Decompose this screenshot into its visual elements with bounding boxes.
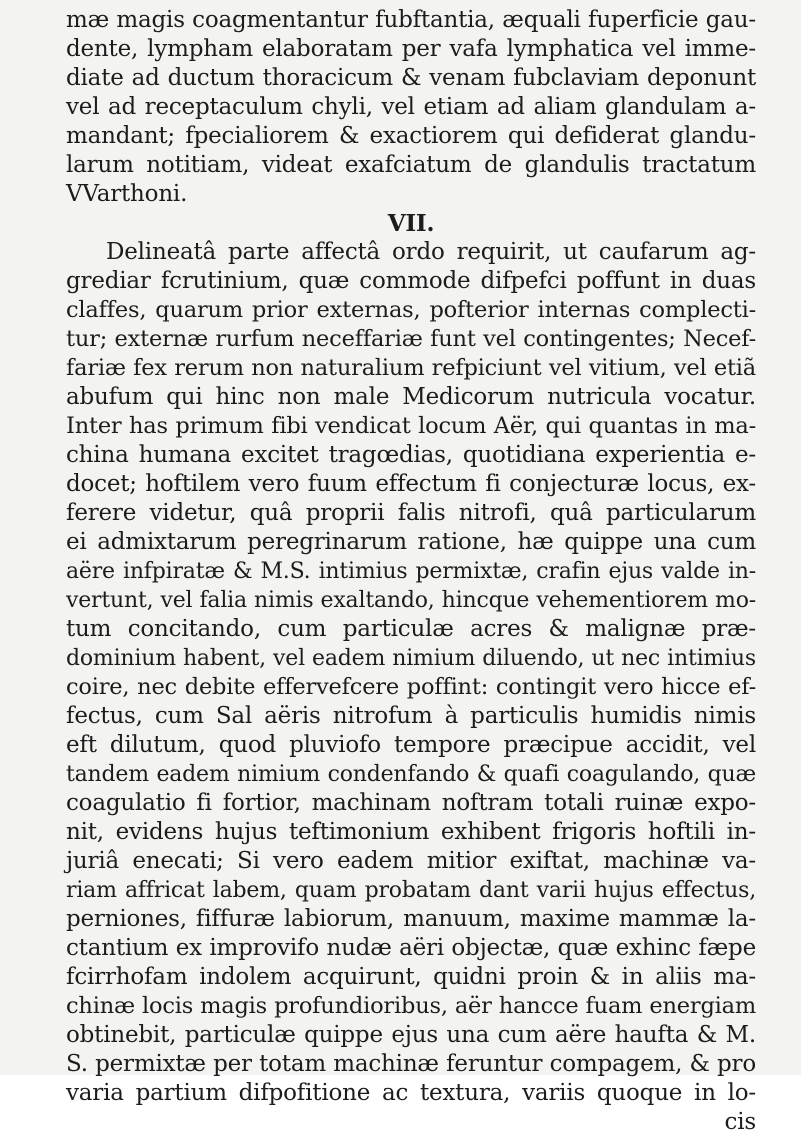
latin-text-column xyxy=(66,6,756,1137)
text-line: abufum qui hinc non male Medicorum nutricula vocatur. xyxy=(66,384,756,410)
text-line: mandant; fpecialiorem & exactiorem qui defiderat glandu- xyxy=(66,123,756,149)
text-line: larum notitiam, videat exafciatum de glandulis tractatum xyxy=(66,152,756,178)
text-line: eft dilutum, quod pluviofo tempore præcipue accidit, vel xyxy=(66,732,756,758)
text-line: tur; externæ rurfum neceffariæ funt vel contingentes; Necef- xyxy=(66,326,756,352)
text-line: varia partium difpofitione ac textura, variis quoque in lo- xyxy=(66,1080,756,1106)
text-line: docet; hoftilem vero fuum effectum fi conjecturæ locus, ex- xyxy=(66,471,756,497)
text-line: fcirrhofam indolem acquirunt, quidni proin & in aliis ma- xyxy=(66,964,756,990)
text-line: tandem eadem nimium condenfando & quafi coagulando, quæ xyxy=(66,762,756,787)
text-line: vel ad receptaculum chyli, vel etiam ad aliam glandulam a- xyxy=(66,94,756,120)
text-line: dente, lympham elaboratam per vafa lymphatica vel imme- xyxy=(66,36,756,62)
text-line: perniones, fiffuræ labiorum, manuum, maxime mammæ la- xyxy=(66,906,756,932)
text-line: ctantium ex improvifo nudæ aëri objectæ, quæ exhinc fæpe xyxy=(66,935,756,961)
text-line: ei admixtarum peregrinarum ratione, hæ quippe una cum xyxy=(66,529,756,555)
text-line: claffes, quarum prior externas, pofterior internas complecti- xyxy=(66,297,756,323)
text-line: fectus, cum Sal aëris nitrofum à particulis humidis nimis xyxy=(66,703,756,729)
text-line: Inter has primum fibi vendicat locum Aër, qui quantas in ma- xyxy=(66,413,756,439)
text-line: dominium habent, vel eadem nimium diluendo, ut nec intimius xyxy=(66,646,756,671)
text-line: ferere videtur, quâ proprii falis nitrofi, quâ particularum xyxy=(66,500,756,526)
text-line: fariæ fex rerum non naturalium refpiciunt vel vitium, vel etiã xyxy=(66,355,756,381)
text-line: obtinebit, particulæ quippe ejus una cum aëre haufta & M. xyxy=(66,1022,756,1048)
text-line: riam affricat labem, quam probatam dant varii hujus effectus, xyxy=(66,878,756,903)
text-line: tum concitando, cum particulæ acres & malignæ præ- xyxy=(66,616,756,642)
section-heading: VII. xyxy=(387,210,435,237)
text-line: coagulatio fi fortior, machinam noftram totali ruinæ expo- xyxy=(66,790,756,816)
text-line: juriâ enecati; Si vero eadem mitior exiftat, machinæ va- xyxy=(66,848,756,874)
text-line: S. permixtæ per totam machinæ feruntur compagem, & pro xyxy=(66,1051,756,1077)
text-line: nit, evidens hujus teftimonium exhibent frigoris hoftili in- xyxy=(66,819,756,845)
text-line: grediar fcrutinium, quæ commode difpefci poffunt in duas xyxy=(66,268,756,294)
text-line: Delineatâ parte affectâ ordo requirit, ut caufarum ag- xyxy=(106,239,756,265)
text-line: chinæ locis magis profundioribus, aër hancce fuam energiam xyxy=(66,993,756,1019)
text-line: vertunt, vel falia nimis exaltando, hincque vehementiorem mo- xyxy=(66,588,756,613)
text-line: china humana excitet tragœdias, quotidiana experientia e- xyxy=(66,442,756,468)
text-line: aëre infpiratæ & M.S. intimius permixtæ, crafin ejus valde in- xyxy=(66,559,756,584)
text-line: mæ magis coagmentantur fubftantia, æquali fuperficie gau- xyxy=(66,7,756,33)
text-line: VVarthoni. xyxy=(66,181,188,207)
catchword: cis xyxy=(724,1109,756,1135)
text-line: diate ad ductum thoracicum & venam fubclaviam deponunt xyxy=(66,65,756,91)
text-line: coire, nec debite effervefcere poffint: contingit vero hicce ef- xyxy=(66,674,756,700)
